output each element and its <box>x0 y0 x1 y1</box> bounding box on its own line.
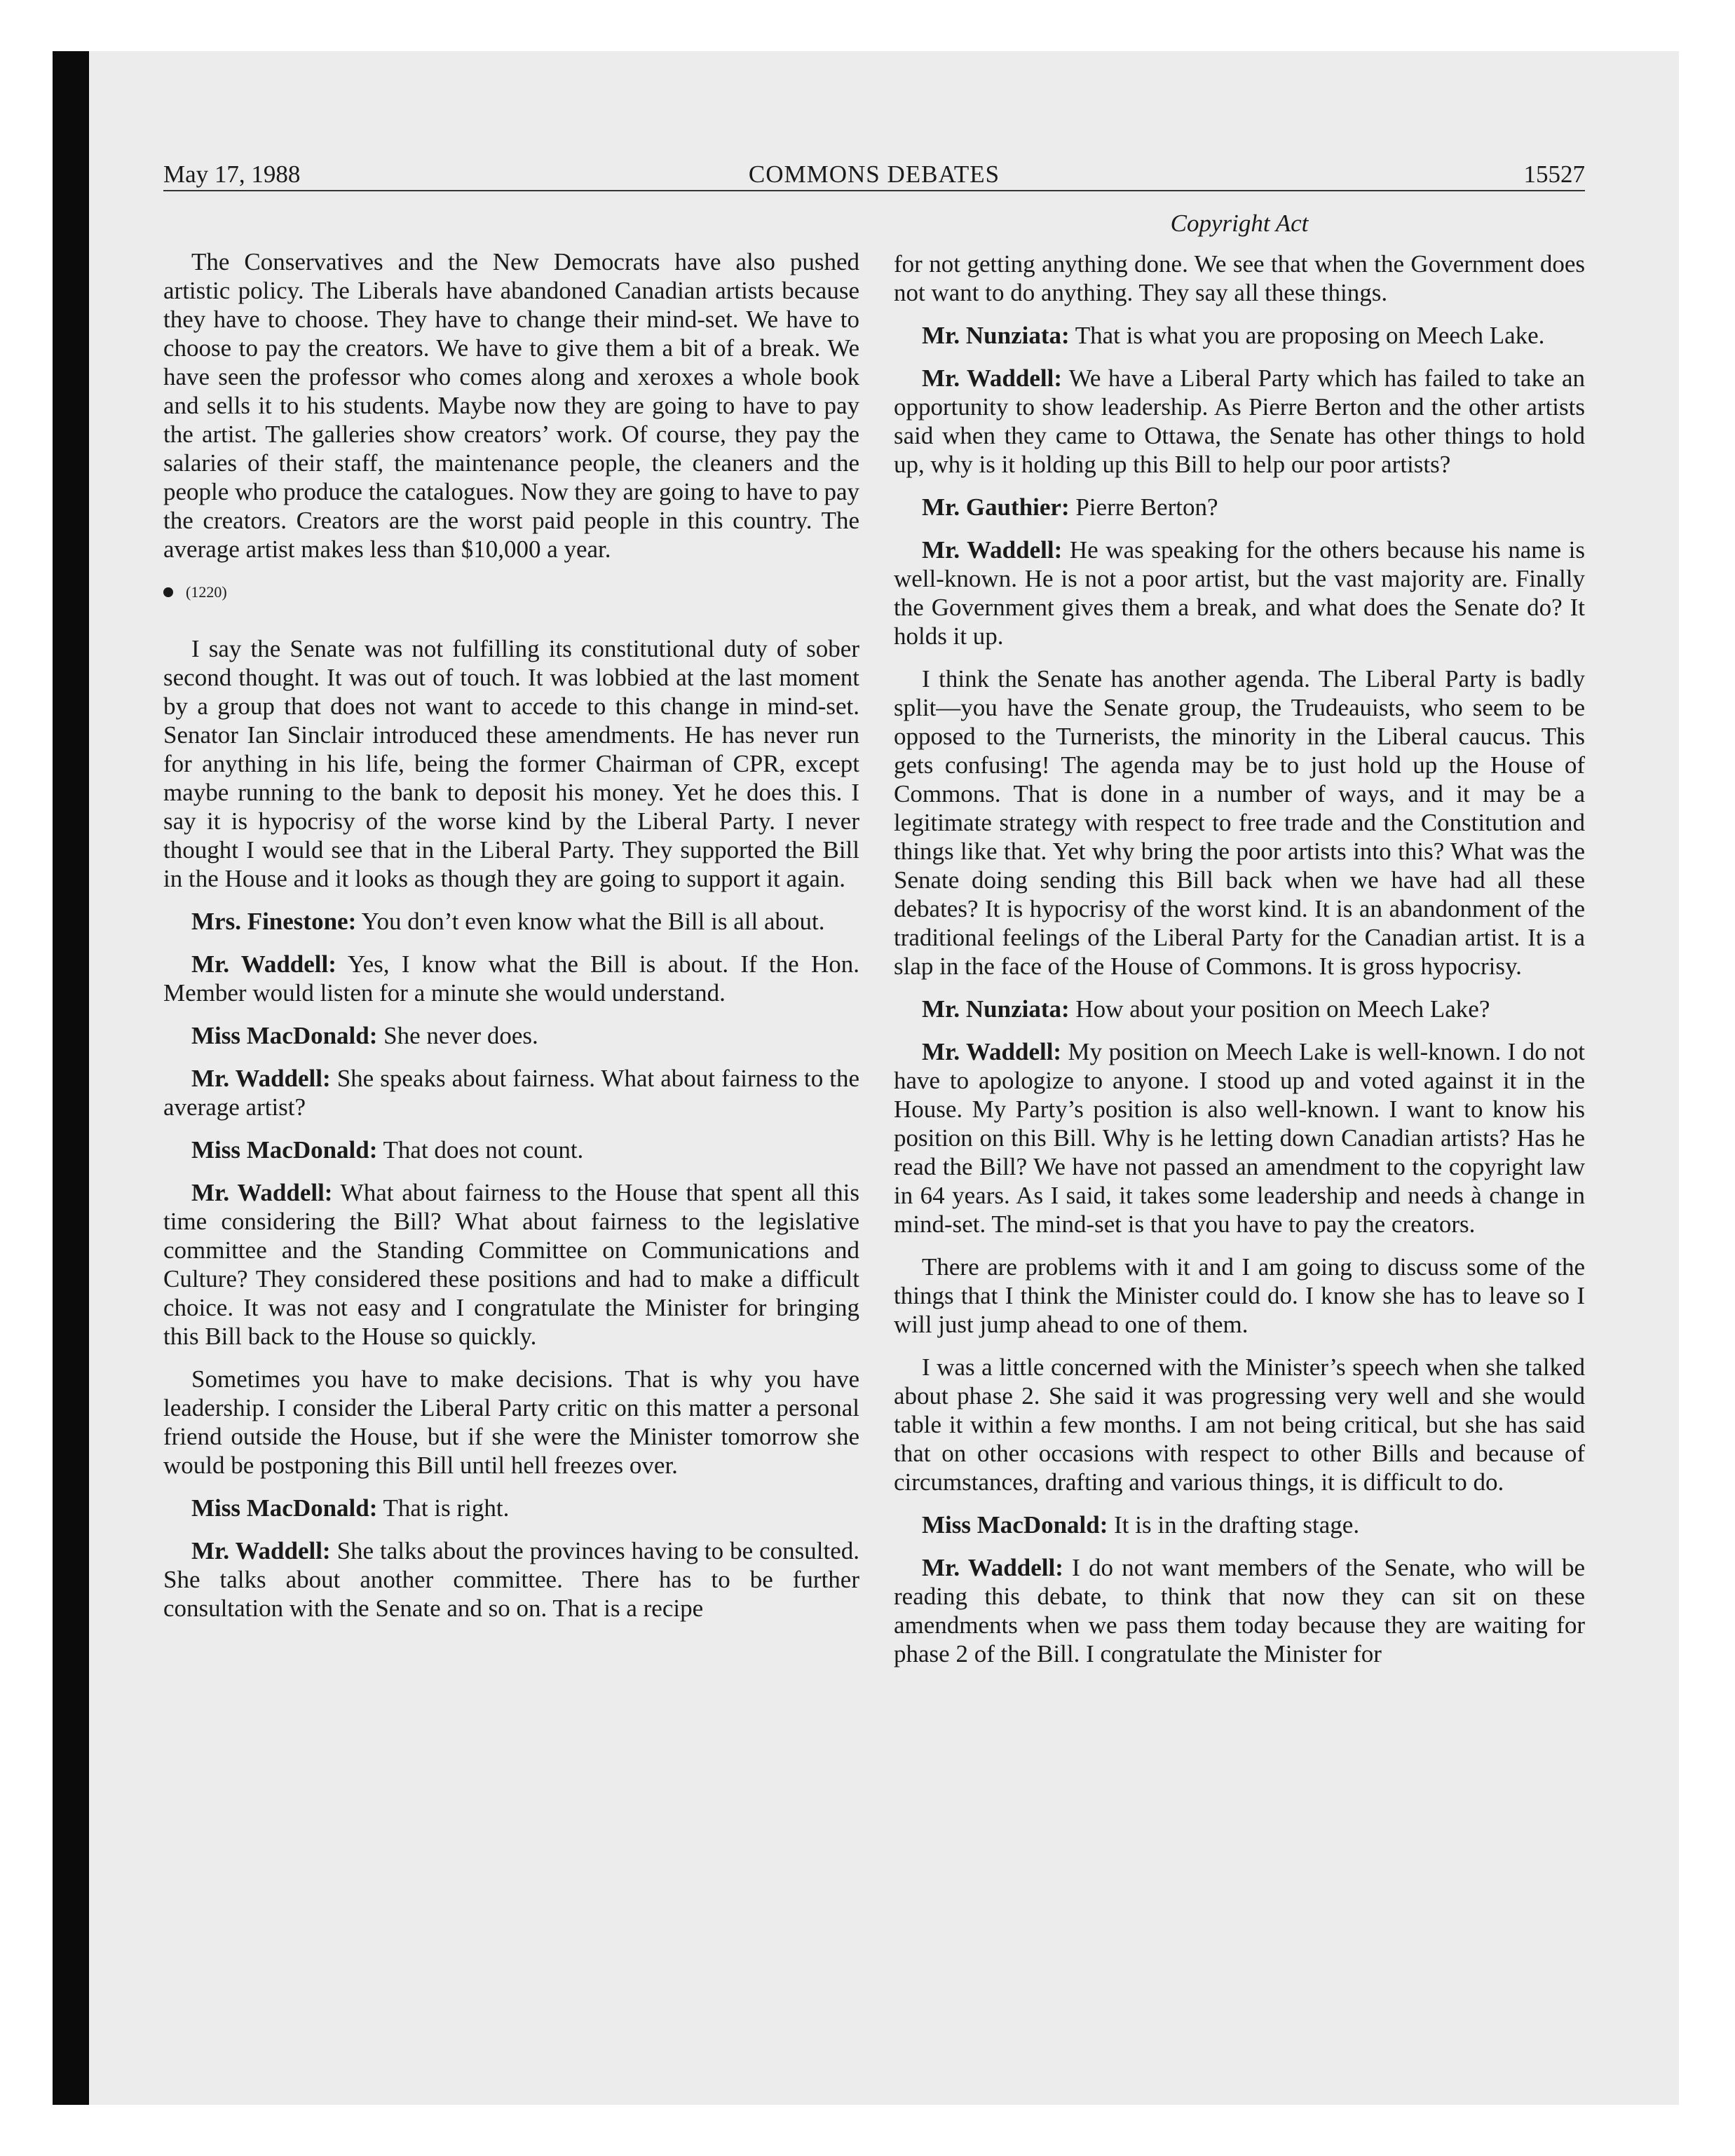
speech-text: That does not count. <box>377 1136 584 1164</box>
speech-text: It is in the drafting stage. <box>1108 1511 1360 1538</box>
speaker-name: Mr. Nunziata: <box>922 322 1070 349</box>
speaker-name: Mr. Waddell: <box>922 364 1062 392</box>
speech-text: He was speaking for the others because his name is well-known. He is not a poor artist, but the vast majority are. Finally the Government gives them a break, and what does the Senate do? It holds it up. <box>894 536 1585 650</box>
speaker-name: Miss MacDonald: <box>191 1494 378 1522</box>
bullet-icon <box>163 587 173 597</box>
paragraph-continued: for not getting anything done. We see that when the Government does not want to do anything. They say all these things. <box>894 250 1585 306</box>
speech <box>163 1021 859 1050</box>
speech-text: What about fairness to the House that spent all this time considering the Bill? What about fairness to the legislative committee and the Standing Committee on Communications and Culture? They considered these positions and had to make a difficult choice. It was not easy and I congratulate the Minister for bringing this Bill back to the House so quickly. <box>163 1179 859 1350</box>
left-column <box>163 247 859 1637</box>
header-date: May 17, 1988 <box>163 161 301 188</box>
speech <box>163 1178 859 1351</box>
speech <box>163 950 859 1007</box>
speaker-name: Mr. Waddell: <box>191 1537 331 1564</box>
speaker-name: Mr. Waddell: <box>922 1038 1062 1065</box>
right-column <box>894 250 1585 1682</box>
speaker-name: Mr. Gauthier: <box>922 493 1070 521</box>
speech-text: You don’t even know what the Bill is all about. <box>356 908 825 935</box>
page-header <box>163 157 1585 192</box>
speech-text: My position on Meech Lake is well-known. I do not have to apologize to anyone. I stood up and voted against it in the House. My Party’s position is also well-known. I want to know his position on this Bill. Why is he letting down Canadian artists? Has he read the Bill? We have not passed an amendment to the copyright law in 64 years. As I said, it takes some leadership and needs à change in mind-set. The mind-set is that you have to pay the creators. <box>894 1038 1585 1238</box>
paragraph: I was a little concerned with the Minister’s speech when she talked about phase 2. She said it was progressing very well and she would table it within a few months. I am not being critical, but she has said that on other occasions with respect to other Bills and because of circumstances, drafting and various things, it is difficult to do. <box>894 1353 1585 1496</box>
speech <box>894 1510 1585 1539</box>
speech <box>894 364 1585 479</box>
speaker-name: Mr. Waddell: <box>922 1554 1063 1581</box>
speech <box>894 493 1585 521</box>
paragraph: I say the Senate was not fulfilling its constitutional duty of sober second thought. It was out of touch. It was lobbied at the last moment by a group that does not want to accede to this change in mind-set. Senator Ian Sinclair introduced these amendments. He has never run for anything in his life, being the former Chairman of CPR, except maybe running to the bank to deposit his money. Yet he does this. I say it is hypocrisy of the worse kind by the Liberal Party. I never thought I would see that in the Liberal Party. They supported the Bill in the House and it looks as though they are going to support it again. <box>163 635 859 892</box>
speech-text: She talks about the provinces having to be consulted. She talks about another committee. There has to be further consultation with the Senate and so on. That is a recipe <box>163 1537 859 1622</box>
speech-text: We have a Liberal Party which has failed to take an opportunity to show leadership. As Pierre Berton and the other artists said when they came to Ottawa, the Senate has other things to hold up, why is it holding up this Bill to help our poor artists? <box>894 364 1585 478</box>
time-marker-label: (1220) <box>186 583 227 601</box>
speech-text: That is what you are proposing on Meech Lake. <box>1069 322 1545 349</box>
speaker-name: Miss MacDonald: <box>191 1136 378 1164</box>
speaker-name: Mr. Nunziata: <box>922 995 1070 1023</box>
header-rule <box>163 190 1585 191</box>
scan-edge-shadow <box>53 51 89 2105</box>
time-marker <box>163 578 859 606</box>
speech <box>894 535 1585 650</box>
speech-text: How about your position on Meech Lake? <box>1069 995 1490 1023</box>
section-subject: Copyright Act <box>1170 210 1309 237</box>
speech <box>163 907 859 936</box>
speaker-name: Mrs. Finestone: <box>191 908 357 935</box>
header-title: COMMONS DEBATES <box>748 161 1000 188</box>
speech <box>894 1037 1585 1239</box>
header-page-number: 15527 <box>1523 161 1585 188</box>
speech-text: I do not want members of the Senate, who will be reading this debate, to think that now they can sit on these amendments when we pass them today because they are waiting for phase 2 of the Bill. I congratulate the Minister for <box>894 1554 1585 1667</box>
speech <box>163 1135 859 1164</box>
speaker-name: Miss MacDonald: <box>191 1022 378 1049</box>
paragraph: The Conservatives and the New Democrats have also pushed artistic policy. The Liberals have abandoned Canadian artists because they have to choose. They have to change their mind-set. We have to choose to pay the creators. We have to give them a bit of a break. We have seen the professor who comes along and xeroxes a whole book and sells it to his students. Maybe now they are going to have to pay the artist. The galleries show creators’ work. Of course, they pay the salaries of their staff, the maintenance people, the cleaners and the people who produce the catalogues. Now they are going to have to pay the creators. Creators are the worst paid people in this country. The average artist makes less than $10,000 a year. <box>163 248 859 563</box>
speech-text: Pierre Berton? <box>1069 493 1218 521</box>
speech <box>894 1553 1585 1668</box>
speaker-name: Mr. Waddell: <box>922 536 1063 564</box>
speech <box>894 321 1585 350</box>
speaker-name: Mr. Waddell: <box>191 1065 331 1092</box>
speech <box>163 1536 859 1623</box>
speech-text: That is right. <box>377 1494 510 1522</box>
speech-text: She speaks about fairness. What about fairness to the average artist? <box>163 1065 859 1121</box>
speech-text: Yes, I know what the Bill is about. If the Hon. Member would listen for a minute she would understand. <box>163 950 859 1007</box>
paragraph: I think the Senate has another agenda. The Liberal Party is badly split—you have the Senate group, the Trudeauists, who seem to be opposed to the Turnerists, the minority in the Liberal caucus. This gets confusing! The agenda may be to just hold up the House of Commons. That is done in a number of ways, and it may be a legitimate strategy with respect to free trade and the Constitution and things like that. Yet why bring the poor artists into this? What was the Senate doing sending this Bill back when we have had all these debates? It is hypocrisy of the worst kind. It is an abandonment of the traditional feelings of the Liberal Party for the Canadian artist. It is a slap in the face of the House of Commons. It is gross hypocrisy. <box>894 665 1585 980</box>
speech <box>163 1494 859 1522</box>
speaker-name: Mr. Waddell: <box>191 950 336 978</box>
speech <box>163 1064 859 1121</box>
speech-text: She never does. <box>377 1022 538 1049</box>
speech <box>894 995 1585 1023</box>
speaker-name: Miss MacDonald: <box>922 1511 1108 1538</box>
paragraph: There are problems with it and I am going to discuss some of the things that I think the Minister could do. I know she has to leave so I will just jump ahead to one of them. <box>894 1253 1585 1338</box>
speaker-name: Mr. Waddell: <box>191 1179 333 1206</box>
paragraph: Sometimes you have to make decisions. That is why you have leadership. I consider the Liberal Party critic on this matter a personal friend outside the House, but if she were the Minister tomorrow she would be postponing this Bill until hell freezes over. <box>163 1365 859 1479</box>
